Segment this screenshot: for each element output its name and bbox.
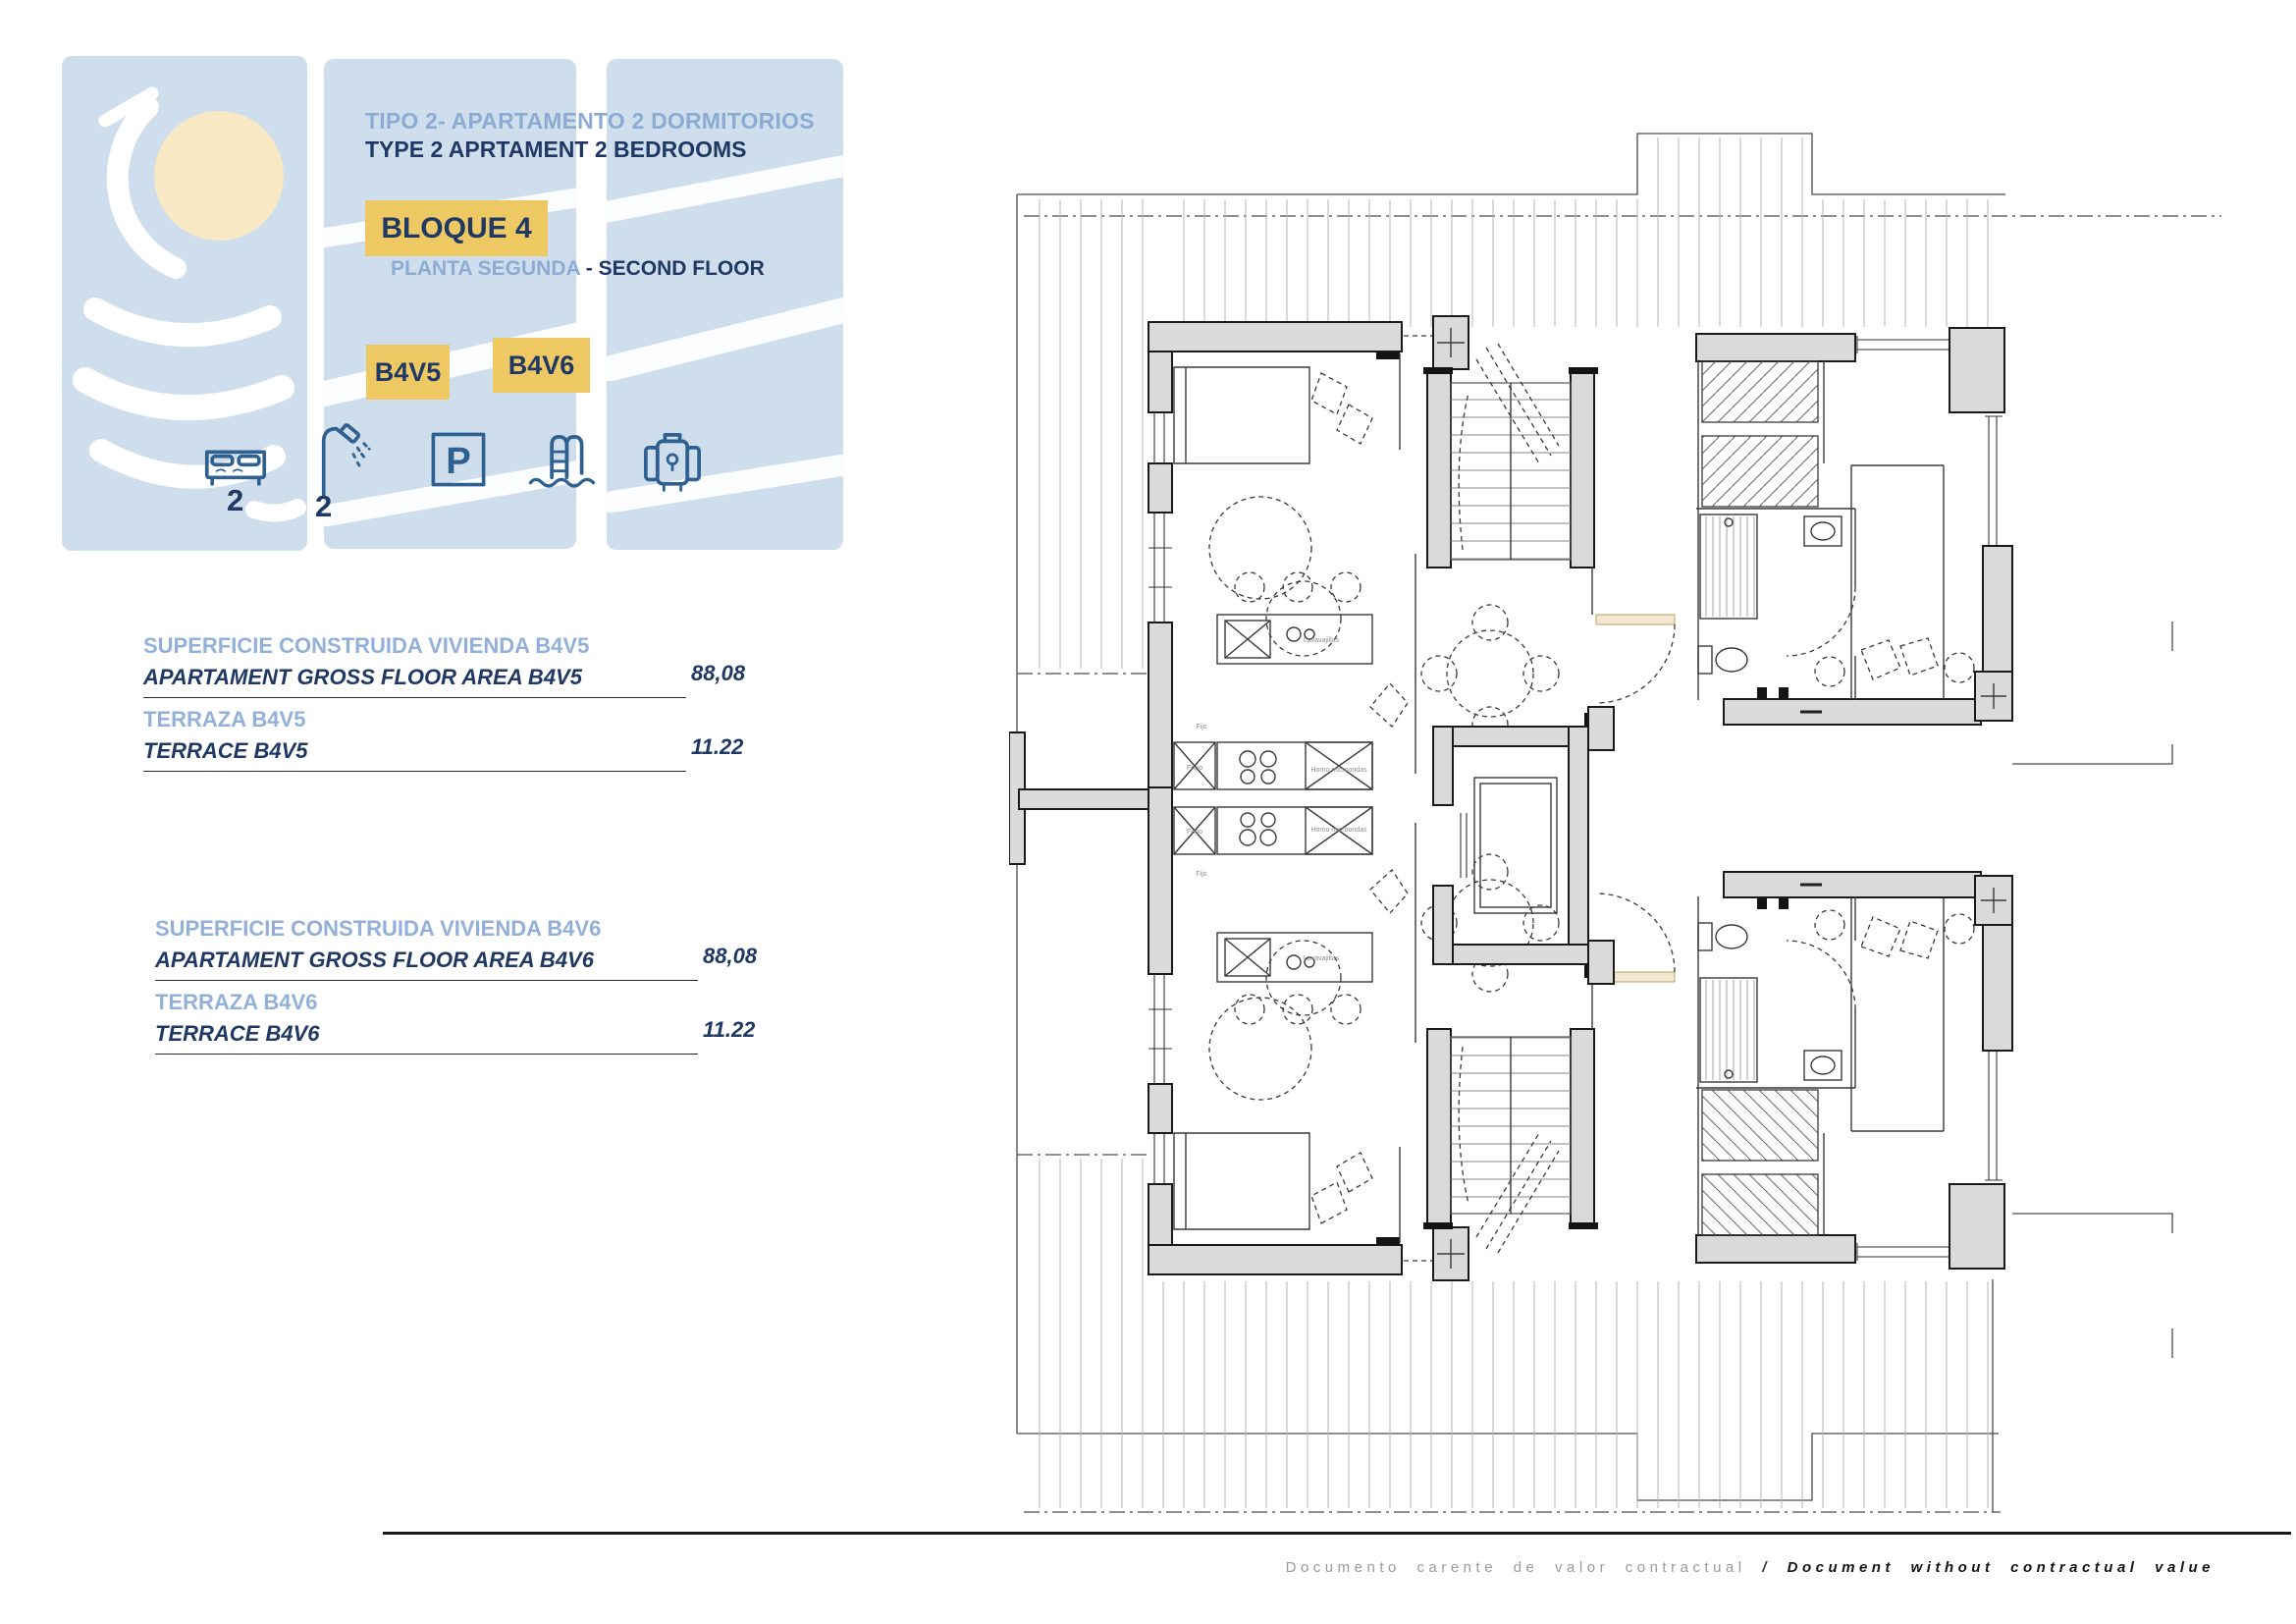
floor-label-es: PLANTA SEGUNDA [391,257,580,280]
fixed-window-label: Fijo [1196,724,1207,731]
logo-sun-waves-icon [62,56,307,551]
gross-area-value: 88,08 [691,661,746,685]
gross-label-en: APARTAMENT GROSS FLOOR AREA B4V5 [143,665,582,689]
page-title-en: TYPE 2 APRTAMENT 2 BEDROOMS [365,136,747,162]
table-rule [143,771,686,772]
table-rule [143,697,686,698]
fridge-label: Frigo [1187,765,1202,772]
brush-streak [596,290,879,383]
microwave-label: Horno microondas [1310,827,1367,834]
floor-label-en: SECOND FLOOR [598,257,765,280]
gross-label-es: SUPERFICIE CONSTRUIDA VIVIENDA B4V5 [143,633,590,658]
sun-icon [154,111,284,241]
fixed-window-label: Fijo [1196,871,1207,878]
logo-panel [62,56,307,551]
footer-disclaimer [0,1559,2215,1576]
gross-area-value: 88,08 [703,944,758,968]
dishwasher-label: Lavavajillas [1303,637,1340,644]
table-rule [155,980,698,981]
terrace-label-es: TERRAZA B4V5 [143,707,306,731]
parking-icon [427,428,490,496]
floor-plan-drawing [1009,126,2246,1520]
elevator-core [1433,707,1614,984]
floor-line [391,257,765,281]
terrace-label-en: TERRACE B4V5 [143,738,308,763]
gross-label-en: APARTAMENT GROSS FLOOR AREA B4V6 [155,947,594,972]
floor-plan [1009,126,2246,1525]
footer-disclaimer-es: Documento carente de valor contractual [1285,1559,1746,1576]
terrace-area-value: 11.22 [703,1017,756,1042]
terrace-label-en: TERRACE B4V6 [155,1021,320,1046]
area-table-b4v6 [155,913,803,1060]
party-wall [1009,732,1148,864]
microwave-label: Horno microondas [1310,767,1367,774]
footer-rule [383,1532,2291,1535]
bath-count: 2 [315,489,333,523]
terrace-area-value: 11.22 [691,734,744,759]
fridge-label: Frigo [1187,829,1202,836]
parking-letter: P [446,439,471,482]
area-table-b4v5 [143,630,791,778]
footer-separator: / [1762,1559,1771,1576]
block-badge: BLOQUE 4 [365,200,548,256]
bed-count: 2 [227,483,244,517]
terrace-label-es: TERRAZA B4V6 [155,990,318,1014]
luggage-icon [638,424,707,504]
pool-icon [526,430,599,500]
unit-badge-b4v5: B4V5 [366,345,450,400]
footer-disclaimer-en: Document without contractual value [1787,1559,2215,1576]
page-title-es: TIPO 2- APARTAMENTO 2 DORMITORIOS [365,108,815,134]
dishwasher-label: Lavavajillas [1303,955,1340,962]
plan-text-labels [1187,637,1367,962]
table-rule [155,1054,698,1055]
unit-badge-b4v6: B4V6 [493,338,590,393]
gross-label-es: SUPERFICIE CONSTRUIDA VIVIENDA B4V6 [155,916,602,941]
floor-separator: - [585,257,593,280]
